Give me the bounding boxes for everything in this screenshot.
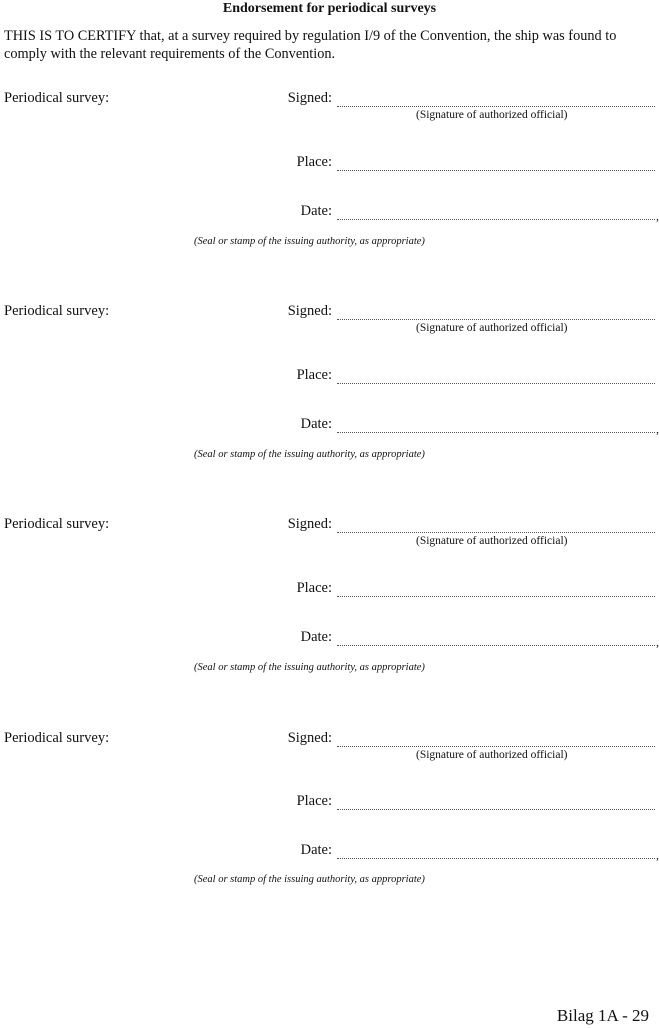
survey-label: Periodical survey: xyxy=(4,90,110,106)
date-label: Date: xyxy=(300,629,332,645)
date-line[interactable] xyxy=(337,219,655,220)
survey-block-3 xyxy=(0,516,659,676)
place-line[interactable] xyxy=(337,596,655,597)
place-label: Place: xyxy=(296,154,332,170)
place-label: Place: xyxy=(296,367,332,383)
date-line[interactable] xyxy=(337,858,655,859)
signed-label: Signed: xyxy=(287,516,332,532)
place-line[interactable] xyxy=(337,383,655,384)
signature-note: (Signature of authorized official) xyxy=(416,535,568,547)
survey-block-1 xyxy=(0,90,659,250)
page-footer: Bilag 1A - 29 xyxy=(556,1006,649,1025)
survey-block-4 xyxy=(0,730,659,890)
place-label: Place: xyxy=(296,793,332,809)
date-line[interactable] xyxy=(337,645,655,646)
signature-note: (Signature of authorized official) xyxy=(416,749,568,761)
place-line[interactable] xyxy=(337,170,655,171)
date-line[interactable] xyxy=(337,432,655,433)
certification-statement: THIS IS TO CERTIFY that, at a survey required by regulation I/9 of the Convention, the ship was found to comply with the relevant requirements of the Convention. xyxy=(4,28,617,62)
seal-note: (Seal or stamp of the issuing authority, as appropriate) xyxy=(194,874,425,885)
date-label: Date: xyxy=(300,416,332,432)
signature-line[interactable] xyxy=(337,532,655,533)
place-line[interactable] xyxy=(337,809,655,810)
signed-label: Signed: xyxy=(287,730,332,746)
signature-line[interactable] xyxy=(337,746,655,747)
signed-label: Signed: xyxy=(287,90,332,106)
signature-line[interactable] xyxy=(337,106,655,107)
survey-label: Periodical survey: xyxy=(4,516,110,532)
survey-block-2 xyxy=(0,303,659,463)
signature-note: (Signature of authorized official) xyxy=(416,322,568,334)
survey-label: Periodical survey: xyxy=(4,730,110,746)
survey-label: Periodical survey: xyxy=(4,303,110,319)
date-label: Date: xyxy=(300,203,332,219)
signature-note: (Signature of authorized official) xyxy=(416,109,568,121)
document-title: Endorsement for periodical surveys xyxy=(222,1,437,16)
date-label: Date: xyxy=(300,842,332,858)
seal-note: (Seal or stamp of the issuing authority, as appropriate) xyxy=(194,449,425,460)
signed-label: Signed: xyxy=(287,303,332,319)
seal-note: (Seal or stamp of the issuing authority, as appropriate) xyxy=(194,236,425,247)
place-label: Place: xyxy=(296,580,332,596)
signature-line[interactable] xyxy=(337,319,655,320)
seal-note: (Seal or stamp of the issuing authority, as appropriate) xyxy=(194,662,425,673)
